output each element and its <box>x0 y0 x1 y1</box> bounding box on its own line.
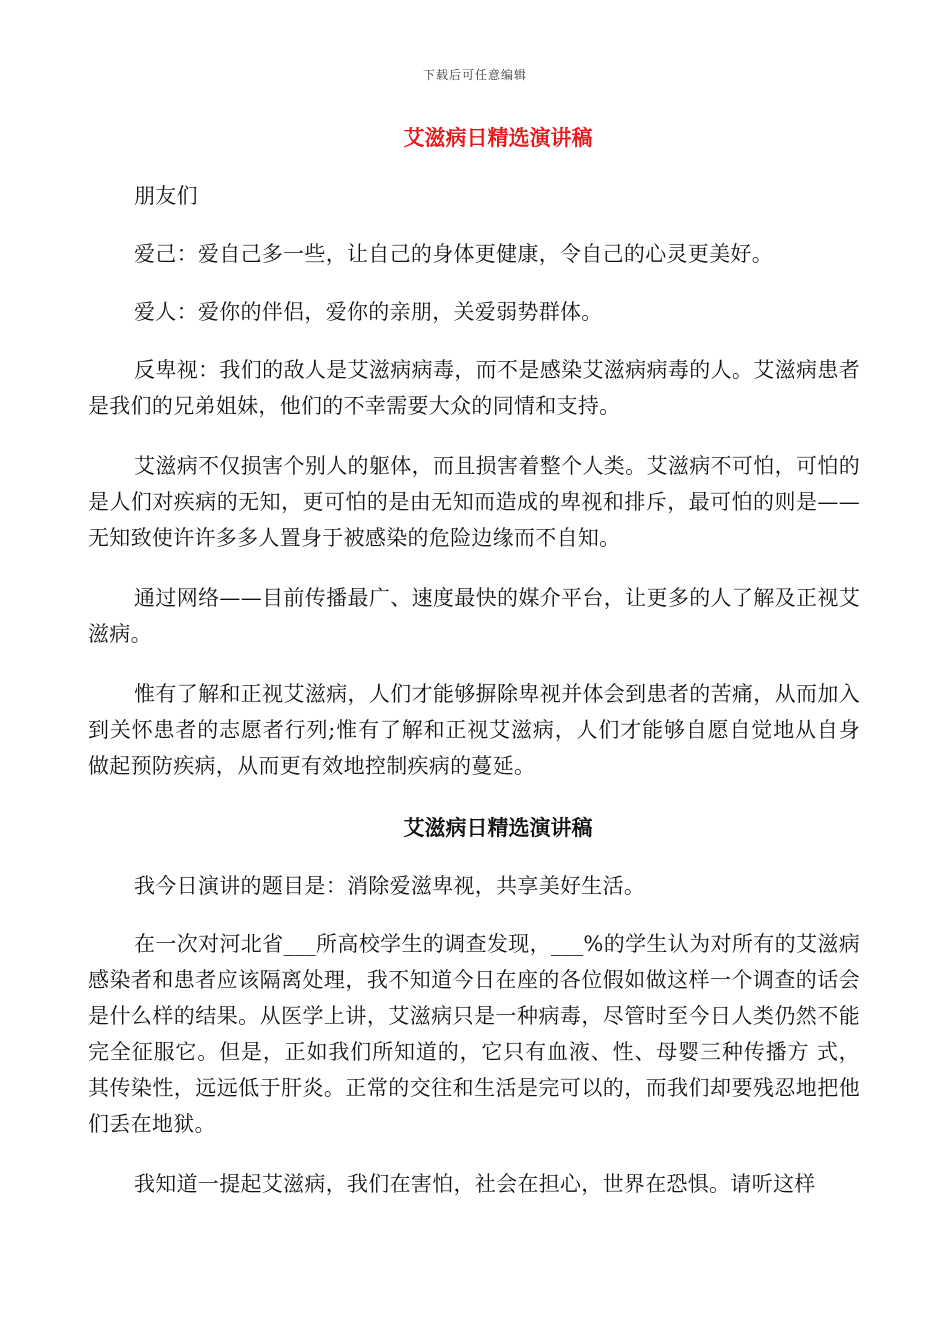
document-title: 艾滋病日精选演讲稿 <box>403 125 593 150</box>
paragraph-love-others: 爱人：爱你的伴侣，爱你的亲朋，关爱弱势群体。 <box>134 300 603 324</box>
paragraph-speech-topic: 我今日演讲的题目是：消除爱滋卑视，共享美好生活。 <box>134 874 646 898</box>
paragraph-fear: 我知道一提起艾滋病，我们在害怕，社会在担心，世界在恐惧。请听这样 <box>134 1172 816 1196</box>
paragraph-network: 通过网络——目前传播最广、速度最快的媒介平台，让更多的人了解及正视艾滋病。 <box>88 586 860 646</box>
paragraph-anti-discrimination: 反卑视：我们的敌人是艾滋病病毒，而不是感染艾滋病病毒的人。艾滋病患者是我们的兄弟姐妹，他们的不幸需要大众的同情和支持。 <box>88 358 860 418</box>
header-note: 下载后可任意编辑 <box>422 68 527 82</box>
paragraph-love-self: 爱己：爱自己多一些，让自己的身体更健康，令自己的心灵更美好。 <box>134 242 773 266</box>
paragraph-survey: 在一次对河北省___所高校学生的调查发现，___%的学生认为对所有的艾滋病感染者和患者应该隔离处理，我不知道今日在座的各位假如做这样一个调查的话会是什么样的结果。从医学上讲，艾滋病只是一种病毒，尽管时至今日人类仍然不能完全征服它。但是，正如我们所知道的，它只有血液、性、母婴三种传播方 式，其传染性，远远低于肝炎。正常的交往和生活是完可以的，而我们却要残忍地把他们丢在地狱。 <box>88 932 860 1136</box>
section-title: 艾滋病日精选演讲稿 <box>403 815 593 840</box>
paragraph-understanding: 惟有了解和正视艾滋病，人们才能够摒除卑视并体会到患者的苦痛，从而加入到关怀患者的志愿者行列;惟有了解和正视艾滋病，人们才能够自愿自觉地从自身做起预防疾病，从而更有效地控制疾病的蔓延。 <box>88 682 860 778</box>
paragraph-harm: 艾滋病不仅损害个别人的躯体，而且损害着整个人类。艾滋病不可怕，可怕的是人们对疾病的无知，更可怕的是由无知而造成的卑视和排斥，最可怕的则是——无知致使许许多多人置身于被感染的危险边缘而不自知。 <box>88 454 860 550</box>
paragraph-greeting: 朋友们 <box>134 184 198 208</box>
